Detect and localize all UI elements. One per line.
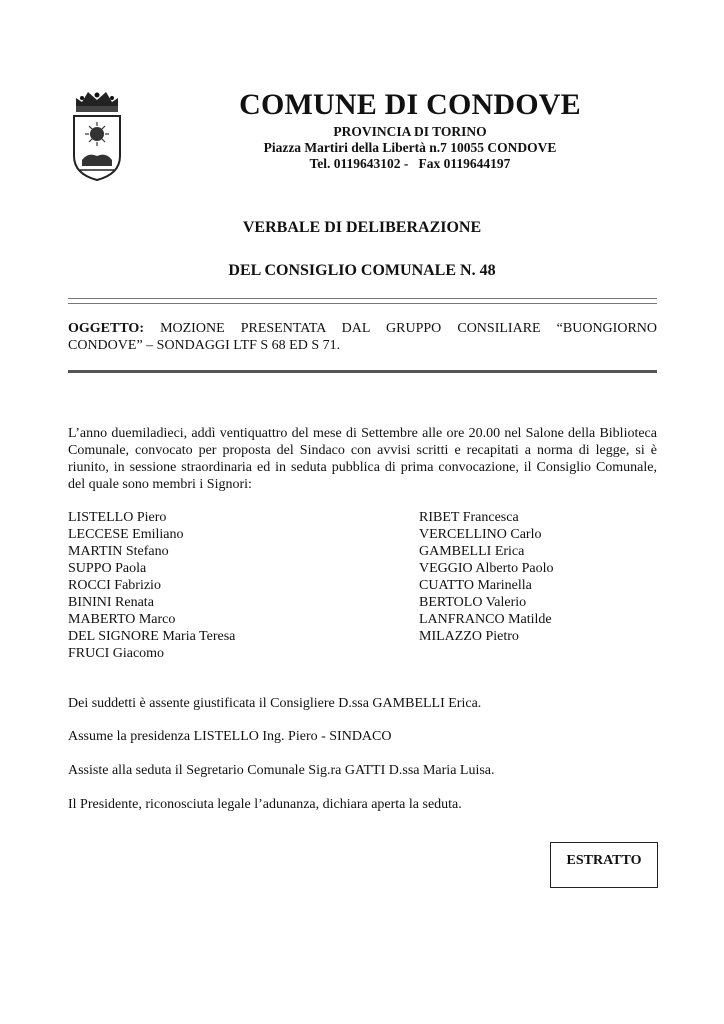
province-line: PROVINCIA DI TORINO [333, 124, 487, 139]
members-list-left [68, 509, 235, 662]
thick-divider [68, 370, 657, 373]
phone-line: Tel. 0119643102 - Fax 0119644197 [309, 156, 511, 171]
member-name: MILAZZO Pietro [419, 629, 519, 644]
member-name: FRUCI Giacomo [68, 646, 165, 661]
presidency-paragraph: Assume la presidenza LISTELLO Ing. Piero - SINDACO [68, 729, 392, 744]
member-name: CUATTO Marinella [419, 578, 532, 593]
subject-label: OGGETTO: [68, 321, 144, 336]
member-name: VEGGIO Alberto Paolo [419, 561, 554, 576]
member-name: VERCELLINO Carlo [419, 527, 542, 542]
member-name: BERTOLO Valerio [419, 595, 527, 610]
member-name: DEL SIGNORE Maria Teresa [68, 629, 236, 644]
members-list-right [419, 509, 554, 645]
secretary-paragraph: Assiste alla seduta il Segretario Comunale Sig.ra GATTI D.ssa Maria Luisa. [68, 763, 495, 778]
subject-text: MOZIONE PRESENTATA DAL GRUPPO CONSILIARE “BUONGIORNO CONDOVE” – SONDAGGI LTF S 68 ED S 71. [68, 321, 657, 353]
subject-block [68, 320, 657, 354]
member-name: LANFRANCO Matilde [419, 612, 552, 627]
member-name: SUPPO Paola [68, 561, 147, 576]
member-name: BININI Renata [68, 595, 154, 610]
coat-of-arms-icon [68, 86, 126, 182]
municipality-title: COMUNE DI CONDOVE [239, 88, 581, 121]
address-line: Piazza Martiri della Libertà n.7 10055 CONDOVE [263, 140, 557, 155]
member-name: ROCCI Fabrizio [68, 578, 161, 593]
member-name: RIBET Francesca [419, 510, 519, 525]
member-name: MARTIN Stefano [68, 544, 169, 559]
extract-stamp: ESTRATTO [550, 842, 658, 888]
member-name: MABERTO Marco [68, 612, 176, 627]
opening-paragraph: Il Presidente, riconosciuta legale l’adunanza, dichiara aperta la seduta. [68, 797, 462, 812]
double-divider [68, 298, 657, 304]
member-name: GAMBELLI Erica [419, 544, 525, 559]
council-number-heading: DEL CONSIGLIO COMUNALE N. 48 [228, 262, 496, 279]
document-heading: VERBALE DI DELIBERAZIONE [242, 219, 482, 236]
member-name: LECCESE Emiliano [68, 527, 184, 542]
absent-paragraph: Dei suddetti è assente giustificata il Consigliere D.ssa GAMBELLI Erica. [68, 696, 482, 711]
intro-paragraph: L’anno duemiladieci, addì ventiquattro del mese di Settembre alle ore 20.00 nel Salone della Biblioteca Comunale, convocato per proposta del Sindaco con avvisi scritti e recapitati a norma di legge, si è riunito, in sessione straordinaria ed in seduta pubblica di prima convocazione, il Consiglio Comunale, del quale sono membri i Signori: [68, 426, 657, 492]
member-name: LISTELLO Piero [68, 510, 167, 525]
